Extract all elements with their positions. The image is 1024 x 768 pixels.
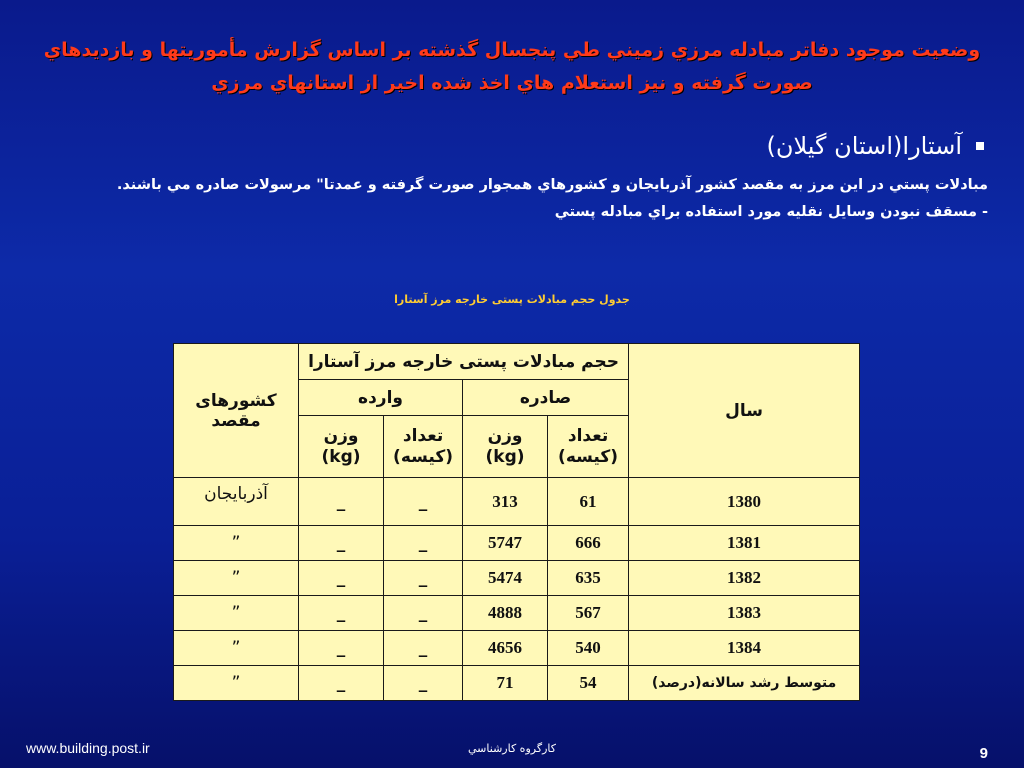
- cell-export-count: 540: [548, 631, 629, 666]
- cell-import-weight: _: [299, 666, 384, 701]
- weight-label: وزن: [323, 425, 359, 446]
- cell-export-weight: 4656: [463, 631, 548, 666]
- header-import: وارده: [299, 380, 463, 416]
- bullet-item: [766, 132, 984, 160]
- table-row: [174, 526, 860, 561]
- cell-destination: آذربایجان: [174, 478, 299, 526]
- cell-import-weight: _: [299, 631, 384, 666]
- cell-destination: ”: [174, 631, 299, 666]
- table-row: [174, 478, 860, 526]
- cell-export-weight: 313: [463, 478, 548, 526]
- cell-import-weight: _: [299, 596, 384, 631]
- cell-export-count: 666: [548, 526, 629, 561]
- cell-export-weight: 71: [463, 666, 548, 701]
- table-row: [174, 631, 860, 666]
- cell-year: 1382: [629, 561, 860, 596]
- cell-year: 1381: [629, 526, 860, 561]
- footer-url: www.building.post.ir: [26, 740, 150, 756]
- table-row: [174, 666, 860, 701]
- cell-import-weight: _: [299, 526, 384, 561]
- cell-growth-label: متوسط رشد سالانه(درصد): [629, 666, 860, 701]
- bullet-text: آستارا(استان گيلان): [766, 132, 962, 160]
- cell-import-count: _: [384, 478, 463, 526]
- cell-destination: ”: [174, 561, 299, 596]
- weight-unit: (kg): [321, 446, 361, 467]
- header-year: سال: [629, 344, 860, 478]
- cell-year: 1383: [629, 596, 860, 631]
- cell-year: 1384: [629, 631, 860, 666]
- header-export: صادره: [463, 380, 629, 416]
- cell-import-weight: _: [299, 561, 384, 596]
- cell-import-count: _: [384, 631, 463, 666]
- count-unit: (کیسه): [558, 446, 619, 467]
- cell-destination: ”: [174, 666, 299, 701]
- square-bullet-icon: [976, 142, 984, 150]
- cell-export-weight: 5474: [463, 561, 548, 596]
- header-destination: کشورهای مقصد: [174, 344, 299, 478]
- weight-label: وزن: [487, 425, 523, 446]
- slide-title: وضعيت موجود دفاتر مبادله مرزي زميني طي پنجسال گذشته بر اساس گزارش مأموريتها و بازديدهاي صورت گرفته و نيز استعلام هاي اخذ شده اخير از استانهاي مرزي: [43, 39, 981, 94]
- page-number: 9: [979, 745, 988, 762]
- description-paragraph: [60, 172, 988, 226]
- count-label: تعداد: [402, 425, 444, 446]
- cell-destination: ”: [174, 526, 299, 561]
- description-line-1: مبادلات پستي در اين مرز به مقصد كشور آذربايجان و كشورهاي همجوار صورت گرفته و عمدتا" مرسولات صادره مي باشند.: [116, 177, 988, 193]
- cell-export-weight: 5747: [463, 526, 548, 561]
- header-volume-group: حجم مبادلات پستی خارجه مرز آستارا: [299, 344, 629, 380]
- table-row: [174, 561, 860, 596]
- cell-export-weight: 4888: [463, 596, 548, 631]
- table-caption: جدول حجم مبادلات پستی خارجه مرز آستارا: [394, 293, 630, 306]
- count-unit: (کیسه): [393, 446, 454, 467]
- cell-import-count: _: [384, 526, 463, 561]
- description-line-2: - مسقف نبودن وسايل نقليه مورد استفاده براي مبادله پستي: [554, 204, 988, 220]
- cell-import-count: _: [384, 666, 463, 701]
- header-import-weight: [299, 416, 384, 478]
- cell-export-count: 635: [548, 561, 629, 596]
- header-import-count: [384, 416, 463, 478]
- cell-import-count: _: [384, 596, 463, 631]
- cell-import-count: _: [384, 561, 463, 596]
- header-export-weight: [463, 416, 548, 478]
- cell-destination: ”: [174, 596, 299, 631]
- cell-import-weight: _: [299, 478, 384, 526]
- footer-org: كارگروه كارشناسي: [468, 742, 556, 755]
- cell-export-count: 54: [548, 666, 629, 701]
- cell-year: 1380: [629, 478, 860, 526]
- exchange-table: [173, 343, 860, 701]
- cell-export-count: 567: [548, 596, 629, 631]
- count-label: تعداد: [567, 425, 609, 446]
- table-row: [174, 596, 860, 631]
- cell-export-count: 61: [548, 478, 629, 526]
- weight-unit: (kg): [485, 446, 525, 467]
- header-export-count: [548, 416, 629, 478]
